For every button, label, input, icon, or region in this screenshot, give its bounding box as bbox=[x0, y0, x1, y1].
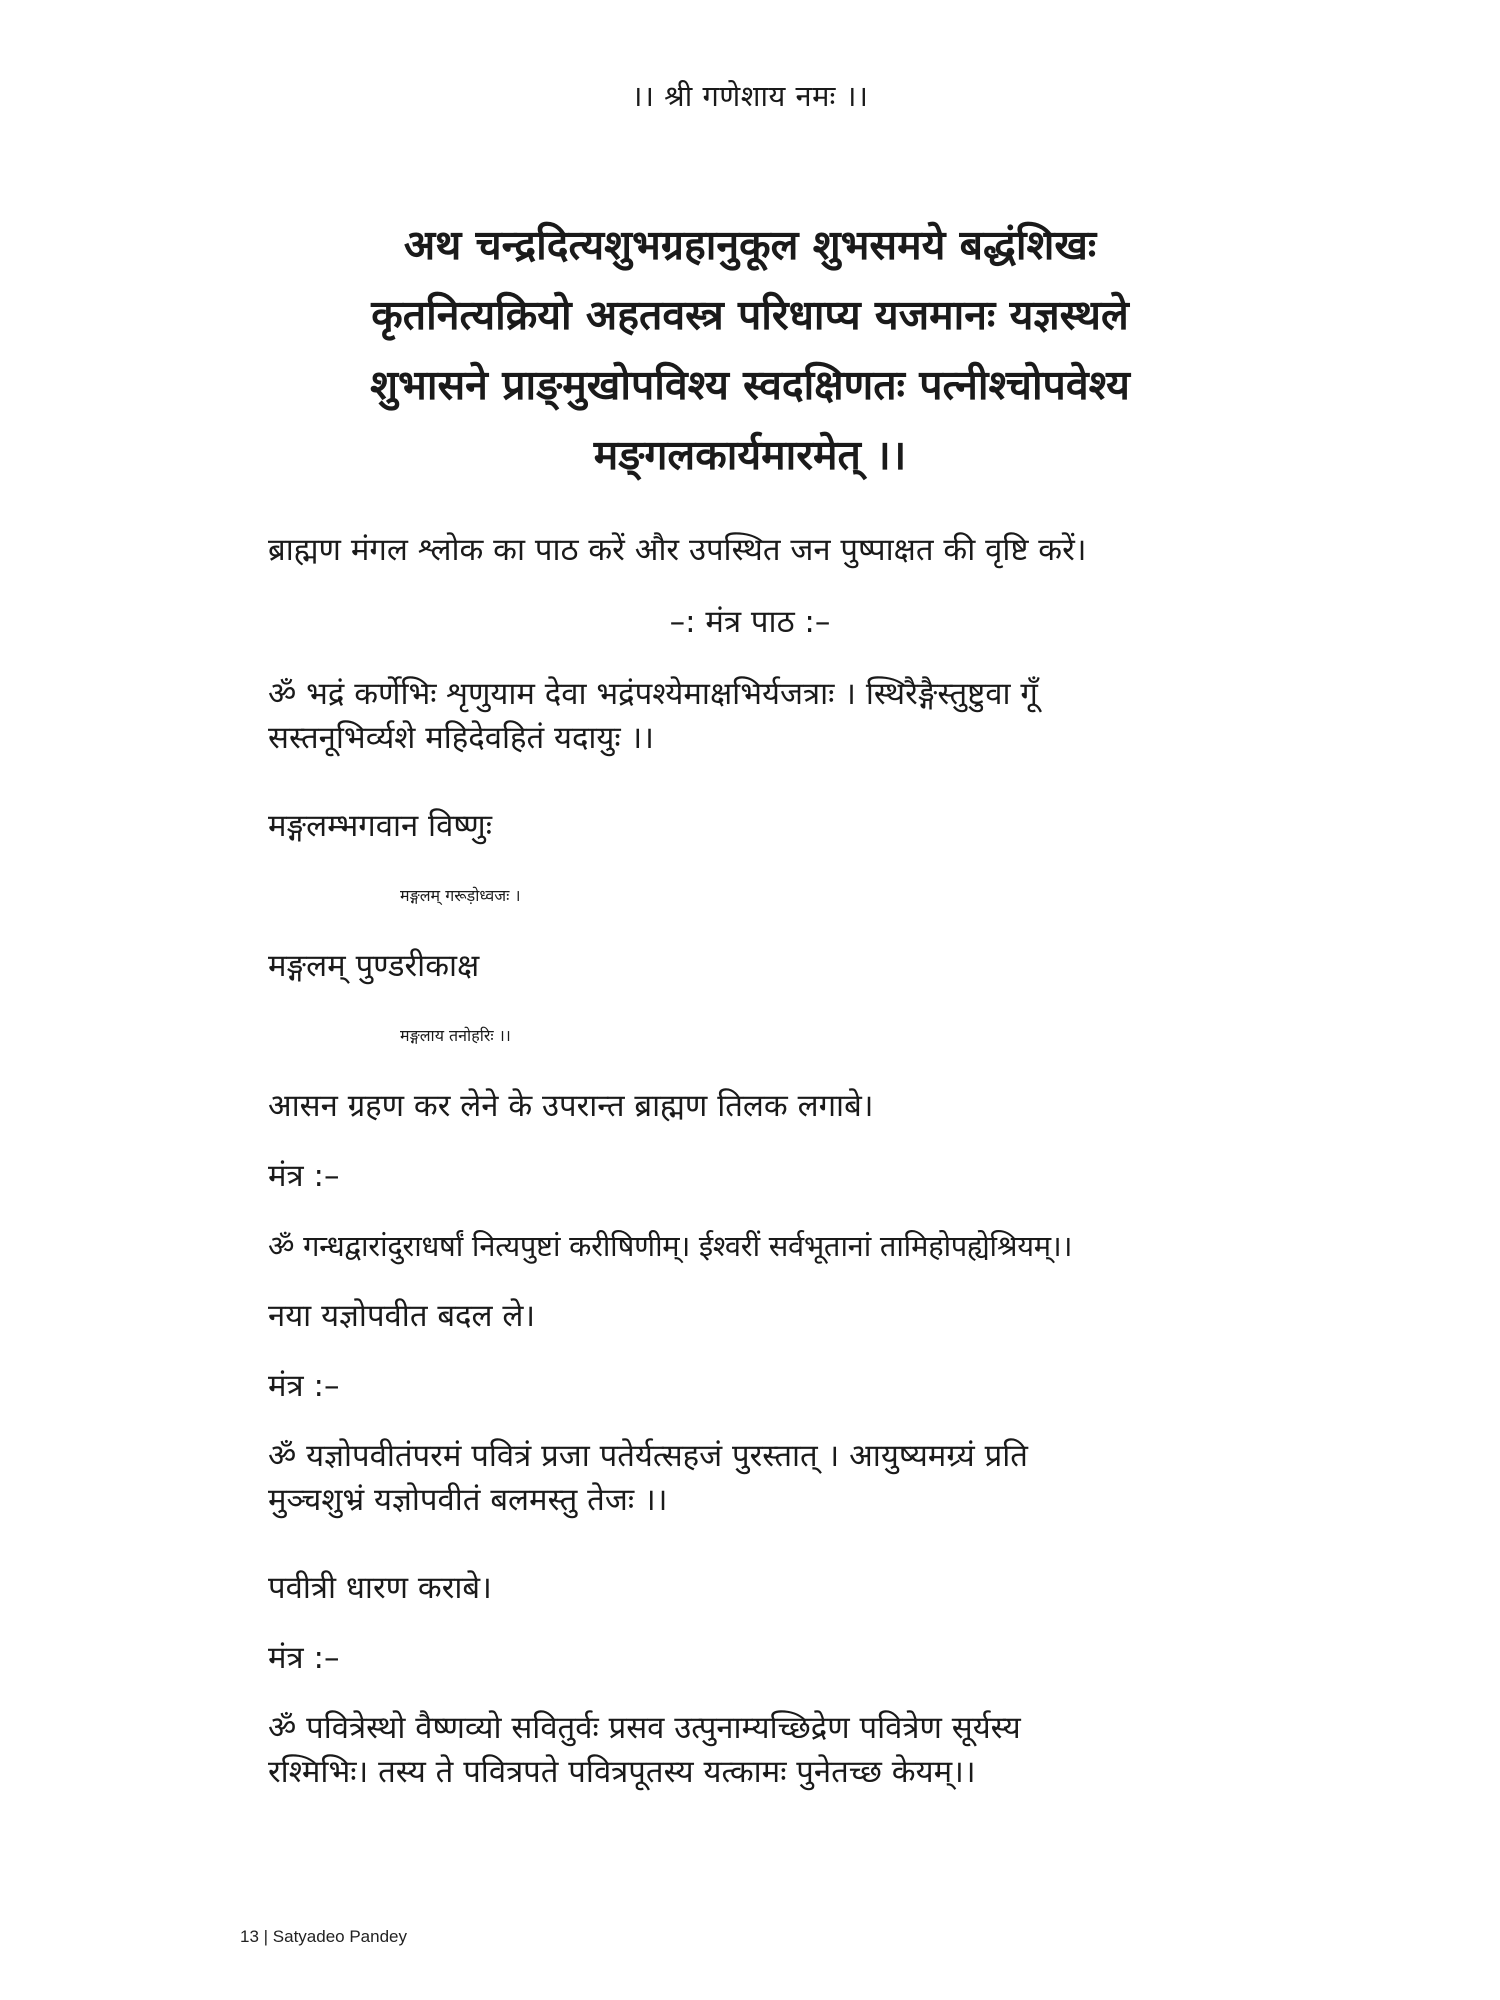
mantra-path-label: –: मंत्र पाठ :– bbox=[669, 604, 831, 640]
mangalam-line: मङ्गलाय तनोहरिः ।। bbox=[400, 1026, 511, 1045]
instruction-paragraph: नया यज्ञोपवीत बदल ले। bbox=[268, 1298, 536, 1334]
verse-line: ॐ पवित्रेस्थो वैष्णव्यो सवितुर्वः प्रसव उत्पुनाम्यच्छिद्रेण पवित्रेण सूर्यस्य bbox=[268, 1710, 1021, 1746]
verse-line: सस्तनूभिर्व्यशे महिदेवहितं यदायुः ।। bbox=[268, 720, 655, 756]
verse-line: ॐ भद्रं कर्णेभिः शृणुयाम देवा भद्रंपश्येमाक्षभिर्यजत्राः । स्थिरैङ्गैस्तुष्टुवा गूँ bbox=[268, 676, 1038, 712]
mantra-label: मंत्र :– bbox=[268, 1158, 340, 1194]
heading-line: मङ्‌गलकार्यमारमेत् ।। bbox=[593, 431, 907, 479]
mangalam-line: मङ्गलम् गरूड़ोध्वजः । bbox=[400, 886, 521, 905]
invocation-line: ।। श्री गणेशाय नमः ।। bbox=[631, 79, 869, 113]
instruction-paragraph: ब्राह्मण मंगल श्लोक का पाठ करें और उपस्थित जन पुष्पाक्षत की वृष्टि करें। bbox=[268, 532, 1087, 568]
verse-pavitrestho bbox=[268, 1706, 1228, 1794]
instruction-paragraph: पवीत्री धारण कराबे। bbox=[268, 1570, 492, 1606]
page-footer: 13 | Satyadeo Pandey bbox=[240, 1927, 407, 1946]
verse-line: मुञ्चशुभ्रं यज्ञोपवीतं बलमस्तु तेजः ।। bbox=[268, 1482, 668, 1518]
mantra-label: मंत्र :– bbox=[268, 1640, 340, 1676]
heading-line: कृतनित्यक्रियो अहतवस्त्र परिधाप्य यजमानः यज्ञस्थले bbox=[371, 291, 1129, 339]
mangalam-line: मङ्गलम् पुण्डरीकाक्ष bbox=[268, 948, 480, 984]
mangalam-line: मङ्गलम्भगवान विष्णुः bbox=[268, 808, 492, 844]
verse-bhadram bbox=[268, 672, 1228, 760]
mantra-label: मंत्र :– bbox=[268, 1368, 340, 1404]
verse-line: रश्मिभिः। तस्य ते पवित्रपते पवित्रपूतस्य यत्कामः पुनेतच्छ केयम्।। bbox=[268, 1754, 976, 1790]
verse-yajnopavitam bbox=[268, 1434, 1228, 1522]
page-heading bbox=[240, 210, 1260, 490]
heading-line: अथ चन्द्रदित्यशुभग्रहानुकूल शुभसमये बद्धंशिखः bbox=[403, 221, 1097, 269]
instruction-paragraph: आसन ग्रहण कर लेने के उपरान्त ब्राह्मण तिलक लगाबे। bbox=[268, 1088, 874, 1124]
heading-line: शुभासने प्राङ्‌मुखोपविश्य स्वदक्षिणतः पत्नीश्चोपवेश्य bbox=[370, 361, 1130, 409]
verse-gandhadvaram: ॐ गन्धद्वारांदुराधर्षां नित्यपुष्टां करीषिणीम्। ईश्वरीं सर्वभूतानां तामिहोपह्येश्रियम्।। bbox=[268, 1229, 1073, 1263]
verse-line: ॐ यज्ञोपवीतंपरमं पवित्रं प्रजा पतेर्यत्सहजं पुरस्तात् । आयुष्यमग्र्यं प्रति bbox=[268, 1438, 1028, 1474]
